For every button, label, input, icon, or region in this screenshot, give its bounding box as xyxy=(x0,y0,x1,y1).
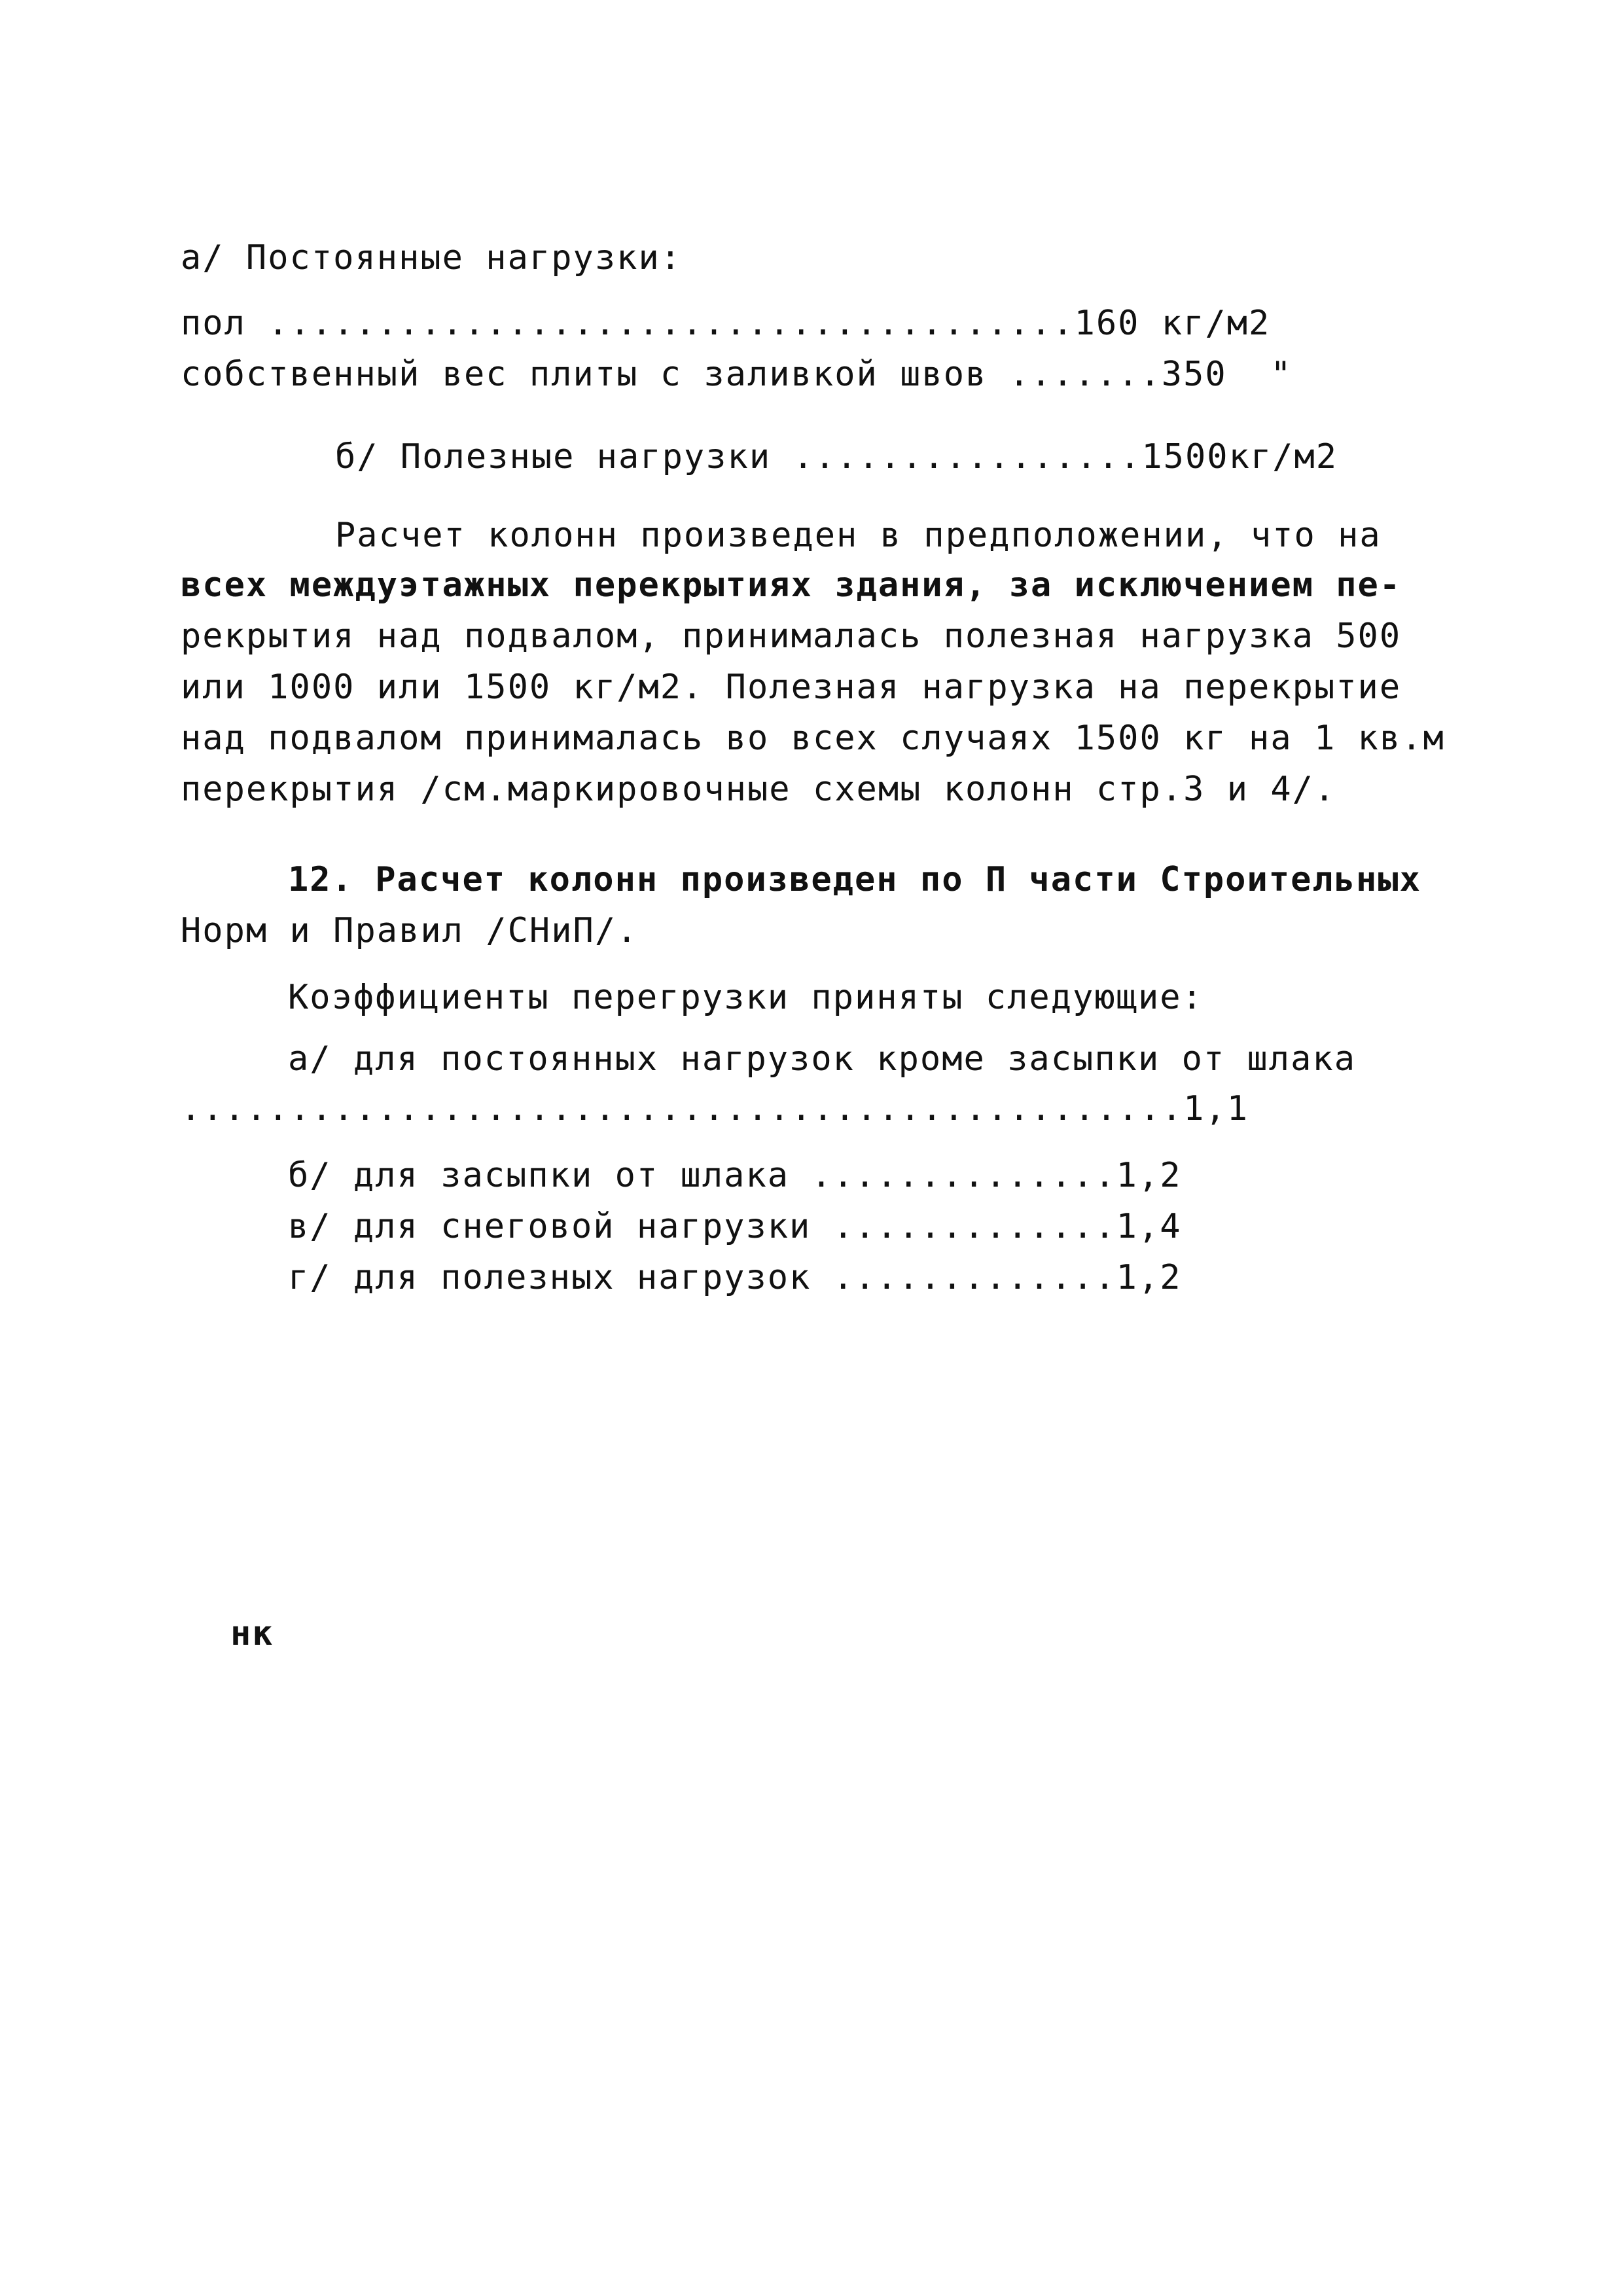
coefficient-b: б/ для засыпки от шлака ..............1,2 xyxy=(288,1156,1182,1195)
slab-weight-line: собственный вес плиты с заливкой швов .......350 " xyxy=(181,355,1293,394)
paragraph-line-3: рекрытия над подвалом, принималась полезная нагрузка 500 xyxy=(181,617,1402,656)
paragraph-line-4: или 1000 или 1500 кг/м2. Полезная нагрузка на перекрытие xyxy=(181,668,1402,707)
paragraph-line-2: всех междуэтажных перекрытиях здания, за исключением пе- xyxy=(181,565,1402,605)
coefficient-a-line: а/ для постоянных нагрузок кроме засыпки от шлака xyxy=(288,1039,1357,1079)
coefficient-g: г/ для полезных нагрузок .............1,2 xyxy=(288,1258,1182,1297)
permanent-loads-heading: а/ Постоянные нагрузки: xyxy=(181,238,683,278)
floor-load-line: пол .....................................160 кг/м2 xyxy=(181,304,1271,343)
paragraph-line-6: перекрытия /см.маркировочные схемы колонн стр.3 и 4/. xyxy=(181,770,1336,809)
footer-mark: нк xyxy=(230,1614,274,1653)
section-12-line-2: Норм и Правил /СНиП/. xyxy=(181,911,639,950)
section-12-line-1: 12. Расчет колонн произведен по П части Строительных xyxy=(288,860,1421,899)
coefficients-intro: Коэффициенты перегрузки приняты следующие: xyxy=(288,978,1204,1017)
coefficient-v: в/ для снеговой нагрузки .............1,4 xyxy=(288,1207,1182,1246)
paragraph-line-1: Расчет колонн произведен в предположении, что на xyxy=(335,516,1382,555)
paragraph-line-5: над подвалом принималась во всех случаях 1500 кг на 1 кв.м xyxy=(181,719,1445,758)
coefficient-a-value: ..............................................1,1 xyxy=(181,1089,1249,1128)
useful-loads-line: б/ Полезные нагрузки ................1500кг/м2 xyxy=(335,437,1338,476)
